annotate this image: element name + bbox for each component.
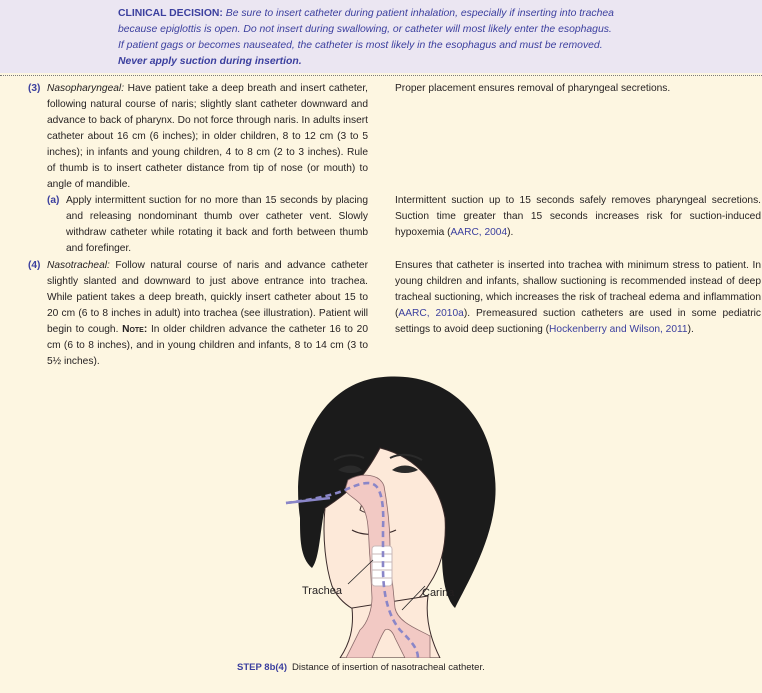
step-3-text — [47, 81, 368, 193]
section-divider — [0, 75, 762, 76]
step-a-rationale-body: Intermittent suction up to 15 seconds safely removes pharyngeal secretions. Suction time greater than 15 seconds increases risk for suction-induced hypoxemia ( — [395, 195, 761, 238]
step-a-rationale-end: ). — [507, 227, 514, 238]
head-airway-drawing — [0, 368, 762, 658]
step-a-number: (a) — [47, 195, 60, 206]
step-4-term: Nasotracheal: — [47, 260, 110, 271]
carina-label: Carina — [422, 587, 455, 599]
step-4-note-label: Note: — [122, 324, 148, 335]
step-4-rationale-mid: ). Premeasured suction catheters are used in some pediatric settings to avoid deep suctioning ( — [395, 308, 761, 335]
step-4-rationale — [395, 258, 761, 338]
step-4-text — [47, 258, 368, 370]
trachea-label: Trachea — [302, 585, 342, 597]
figure-caption — [237, 661, 485, 675]
caption-text: Distance of insertion of nasotracheal catheter. — [291, 662, 485, 673]
nasotracheal-illustration — [0, 368, 762, 658]
clinical-decision-box — [0, 0, 762, 73]
caption-label: STEP 8b(4) — [237, 662, 287, 673]
step-a-text: Apply intermittent suction for no more than 15 seconds by placing and releasing nondominant thumb over catheter vent. Slowly withdraw catheter while rotating it back and forth between thumb and forefinger. — [66, 195, 368, 254]
step-4-rationale-end: ). — [687, 324, 694, 335]
step-3-term: Nasopharyngeal: — [47, 83, 125, 94]
clinical-decision-label: CLINICAL DECISION: — [118, 8, 223, 19]
step-a-rationale — [395, 193, 761, 241]
clinical-decision-line-4: Never apply suction during insertion. — [118, 56, 302, 67]
step-3-rationale: Proper placement ensures removal of pharyngeal secretions. — [395, 83, 671, 94]
clinical-decision-line-3: If patient gags or becomes nauseated, the catheter is most likely in the esophagus and must be removed. — [118, 40, 603, 51]
step-a-citation[interactable]: AARC, 2004 — [450, 227, 508, 238]
clinical-decision-line-1: Be sure to insert catheter during patient inhalation, especially if inserting into trachea — [225, 8, 614, 19]
step-4-citation-1[interactable]: AARC, 2010a — [398, 308, 464, 319]
step-4-body: Follow natural course of naris and advance catheter slightly slanted and downward to just above entrance into trachea. While patient takes a deep breath, quickly insert catheter about 15 to 20 cm (6 to 8 inches in adult) into trachea (see illustration). Patient will begin to cough. — [47, 260, 368, 335]
step-4-citation-2[interactable]: Hockenberry and Wilson, 2011 — [549, 324, 688, 335]
step-4-rationale-body: Ensures that catheter is inserted into trachea with minimum stress to patient. In young children and infants, shallow suctioning is recommended instead of deep tracheal suctioning, which increases the risk of tracheal edema and inflammation ( — [395, 260, 761, 319]
clinical-decision-line-2: because epiglottis is open. Do not insert during swallowing, or catheter will most likely enter the esophagus. — [118, 24, 612, 35]
step-4-note-text: In older children advance the catheter 16 to 20 cm (6 to 8 inches), and in young children and infants, 8 to 14 cm (3 to 5½ inches). — [47, 324, 368, 367]
step-4-number: (4) — [28, 260, 41, 271]
step-3-body: Have patient take a deep breath and insert catheter, following natural course of naris; slightly slant catheter downward and advance to back of pharynx. Do not force through naris. In adults insert catheter about 16 cm (6 inches); in older children, 8 to 12 cm (3 to 5 inches); in infants and young children, 4 to 8 cm (2 to 3 inches). Rule of thumb is to insert catheter distance from tip of nose (or mouth) to angle of mandible. — [47, 83, 368, 190]
clinical-decision-text — [118, 6, 718, 70]
step-3-number: (3) — [28, 83, 41, 94]
